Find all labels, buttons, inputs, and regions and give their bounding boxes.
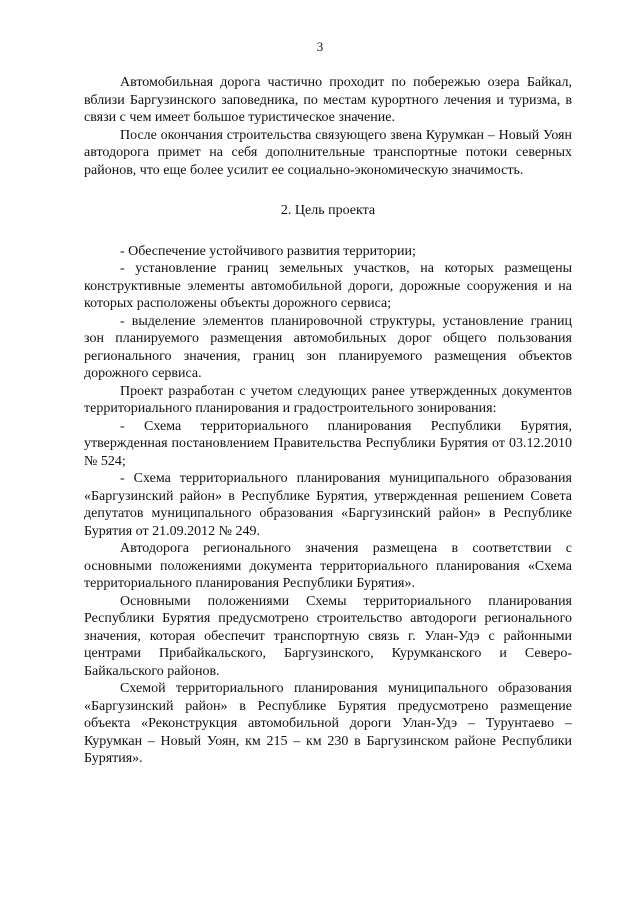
body-paragraph: Автодорога регионального значения размещена в соответствии с основными положениями документа территориального планирования «Схема территориального планирования Республики Бурятия».	[84, 541, 572, 591]
intro-paragraph: После окончания строительства связующего звена Курумкан – Новый Уоян автодорога примет на себя дополнительные транспортные потоки северных районов, что еще более усилит ее социально-экономическую значимость.	[84, 127, 572, 178]
body-paragraph: Схемой территориального планирования муниципального образования «Баргузинский район» в Республике Бурятия предусмотрено размещение объекта «Реконструкция автомобильной дороги Улан-Удэ – Турунтаево – Курумкан – Новый Уоян, км 215 – км 230 в Баргузинском районе Республики Бурятия».	[84, 681, 572, 766]
body-paragraph: Основными положениями Схемы территориального планирования Республики Бурятия предусмотрено строительство автодороги регионального значения, которая обеспечит транспортную связь г. Улан-Удэ с районными центрами Прибайкальского, Баргузинского, Курумканского и Северо-Байкальского районов.	[84, 593, 572, 679]
goal-item: - установление границ земельных участков, на которых размещены конструктивные элементы автомобильной дороги, дорожные сооружения и на которых расположены объекты дорожного сервиса;	[84, 261, 572, 311]
body-paragraph: Проект разработан с учетом следующих ранее утвержденных документов территориального планирования и градостроительного зонирования:	[84, 383, 572, 416]
document-body	[84, 74, 572, 768]
goal-item: - Обеспечение устойчивого развития территории;	[120, 243, 416, 259]
intro-paragraph: Автомобильная дорога частично проходит по побережью озера Байкал, вблизи Баргузинского заповедника, по местам курортного лечения и туризма, в связи с чем имеет большое туристическое значение.	[84, 75, 572, 125]
goal-item: - выделение элементов планировочной структуры, установление границ зон планируемого размещения автомобильных дорог общего пользования регионального значения, границ зон планируемого размещения объектов дорожного сервиса.	[84, 313, 572, 381]
page-number: 3	[316, 39, 324, 54]
body-paragraph: - Схема территориального планирования муниципального образования «Баргузинский район» в Республике Бурятия, утвержденная решением Совета депутатов муниципального образования «Баргузинский район» в Республике Бурятия от 21.09.2012 № 249.	[84, 471, 572, 539]
body-paragraph: - Схема территориального планирования Республики Бурятия, утвержденная постановлением Правительства Республики Бурятия от 03.12.2010 № 524;	[84, 418, 572, 469]
section-heading: 2. Цель проекта	[280, 203, 376, 218]
